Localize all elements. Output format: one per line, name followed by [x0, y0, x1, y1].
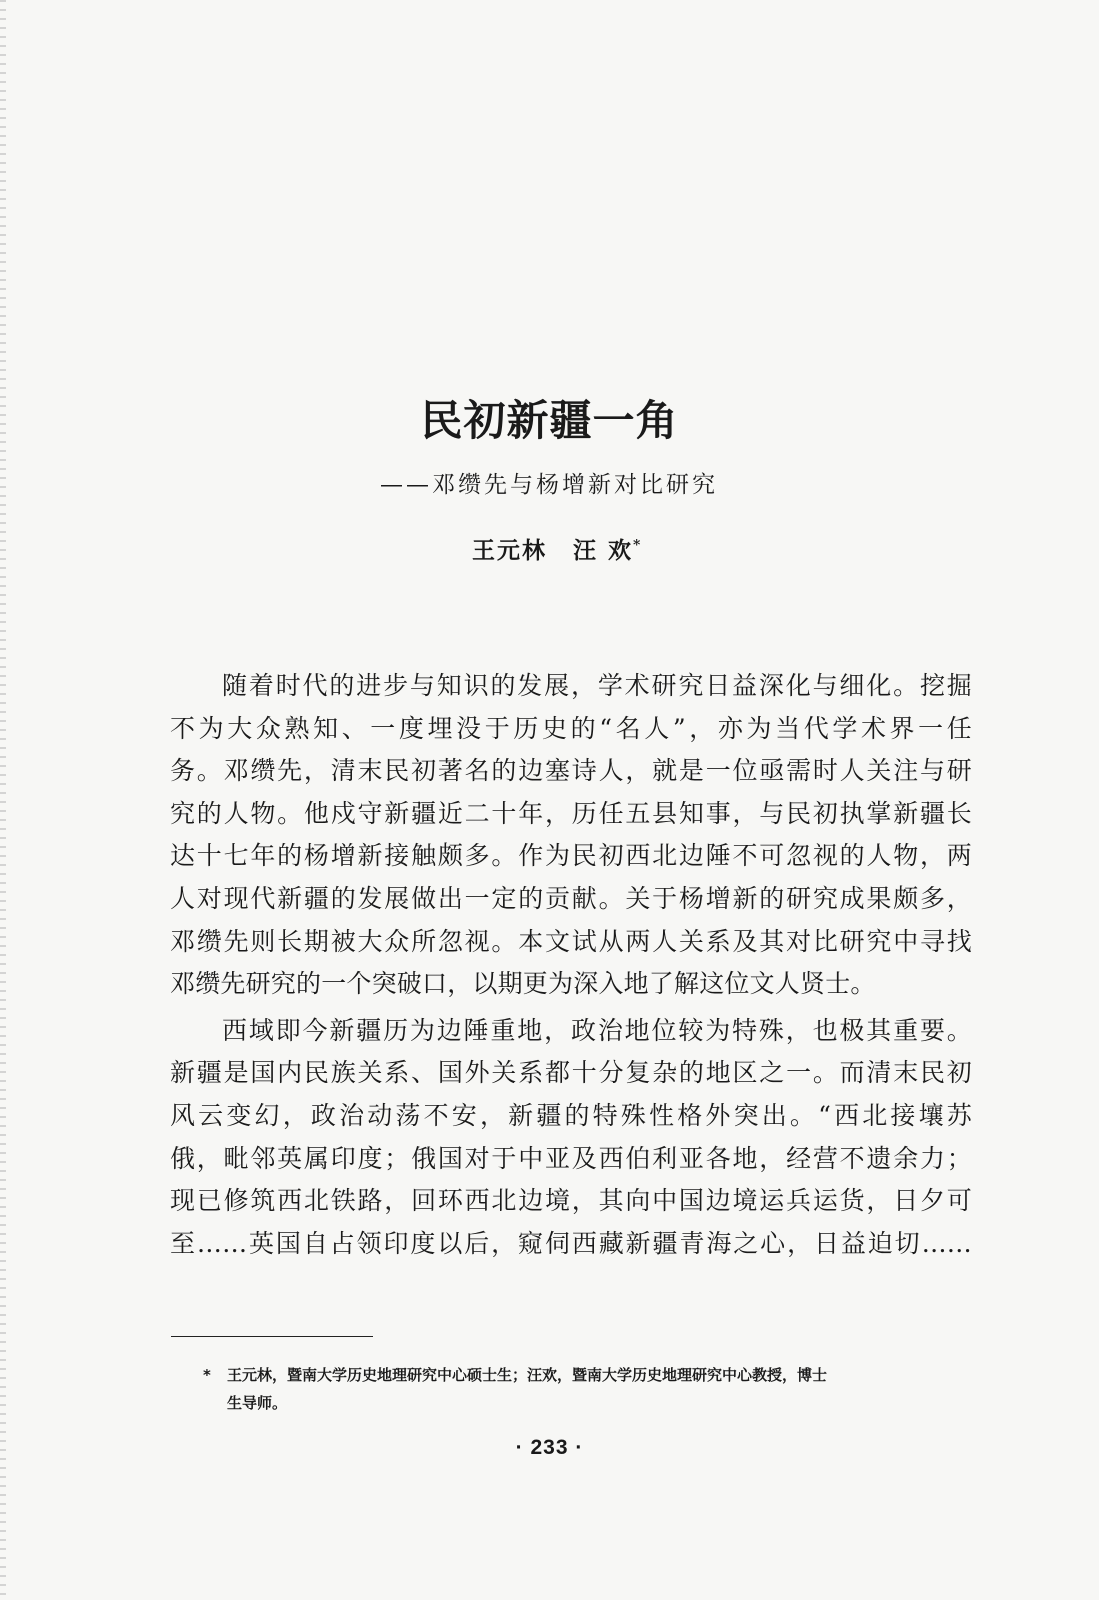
text-line: 究的人物。他戍守新疆近二十年，历任五县知事，与民初执掌新疆长 [170, 798, 972, 828]
text-line: 邓缵先则长期被大众所忽视。本文试从两人关系及其对比研究中寻找 [170, 926, 972, 956]
text-line: 风云变幻，政治动荡不安，新疆的特殊性格外突出。“西北接壤苏 [170, 1100, 972, 1130]
paragraph [170, 665, 972, 1006]
text-line: 达十七年的杨增新接触颇多。作为民初西北边陲不可忽视的人物，两 [170, 841, 972, 871]
text-line: 俄，毗邻英属印度；俄国对于中亚及西伯利亚各地，经营不遗余力； [170, 1143, 972, 1173]
author-footnote-marker: * [633, 537, 643, 554]
author-name: 王元林 [472, 537, 547, 564]
article-subtitle: ——邓缵先与杨增新对比研究 [380, 472, 718, 498]
footnote-text: 生导师。 [227, 1394, 288, 1412]
text-line: 西域即今新疆历为边陲重地，政治地位较为特殊，也极其重要。 [222, 1015, 972, 1045]
footnote-divider [171, 1336, 373, 1337]
author-name: 汪 欢 [573, 537, 634, 564]
text-line: 随着时代的进步与知识的发展，学术研究日益深化与细化。挖掘 [222, 671, 972, 700]
text-line: 人对现代新疆的发展做出一定的贡献。关于杨增新的研究成果颇多， [170, 883, 972, 913]
text-line: 新疆是国内民族关系、国外关系都十分复杂的地区之一。而清末民初 [170, 1058, 972, 1088]
text-line: 现已修筑西北铁路，回环西北边境，其向中国边境运兵运货，日夕可 [170, 1186, 972, 1216]
footnote [203, 1361, 973, 1417]
text-line: 至……英国自占领印度以后，窥伺西藏新疆青海之心，日益迫切…… [170, 1228, 972, 1258]
article-title: 民初新疆一角 [420, 396, 679, 445]
text-line: 不为大众熟知、一度埋没于历史的“名人”，亦为当代学术界一任 [170, 713, 972, 743]
footnote-marker: * [203, 1366, 211, 1384]
paragraph [170, 1010, 972, 1266]
footnote-text: 王元林，暨南大学历史地理研究中心硕士生；汪欢，暨南大学历史地理研究中心教授，博士 [227, 1366, 828, 1384]
scan-edge-decoration [0, 0, 6, 1600]
page-number: · 233 · [515, 1436, 584, 1459]
text-line: 邓缵先研究的一个突破口，以期更为深入地了解这位文人贤士。 [170, 969, 876, 999]
article-body [170, 665, 972, 1265]
author-line [472, 534, 642, 568]
text-line: 务。邓缵先，清末民初著名的边塞诗人，就是一位亟需时人关注与研 [170, 756, 972, 786]
